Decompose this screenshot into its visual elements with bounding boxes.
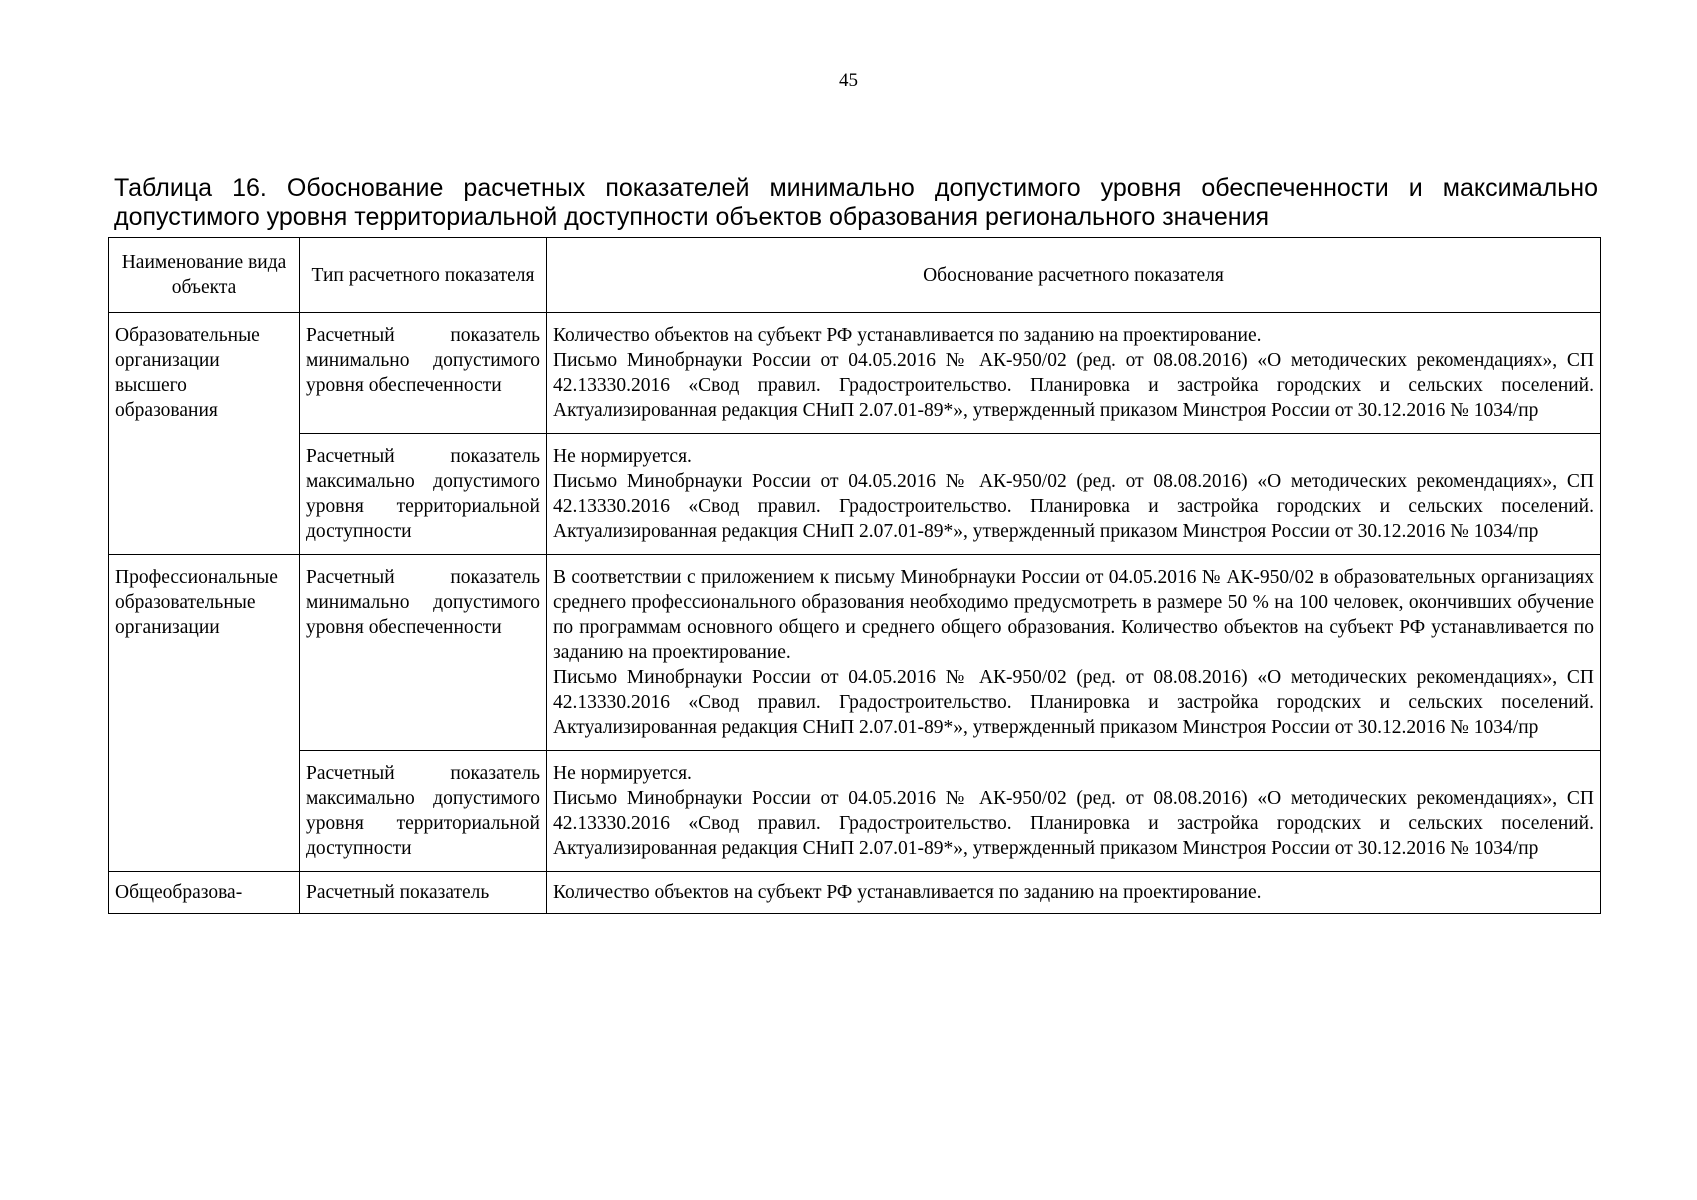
indicator-type-cell: Расчетный показатель минимально допустимого уровня обеспеченности [300,555,547,751]
table-row [109,555,1601,751]
header-basis: Обоснование расчетного показателя [547,238,1601,313]
header-kind: Наименование вида объекта [109,238,300,313]
table-header-row [109,238,1601,313]
table-row [109,434,1601,555]
basis-cell [547,313,1601,434]
basis-line: Письмо Минобрнауки России от 04.05.2016 № АК-950/02 (ред. от 08.08.2016) «О методических рекомендациях», СП 42.13330.2016 «Свод правил. Градостроительство. Планировка и застройка городских и сельских поселений. Актуализированная редакция СНиП 2.07.01-89*», утвержденный приказом Минстроя России от 30.12.2016 № 1034/пр [553,667,1594,738]
basis-cell [547,434,1601,555]
header-type: Тип расчетного показателя [300,238,547,313]
basis-line: Количество объектов на субъект РФ устанавливается по заданию на проектирование. [553,882,1262,903]
table-caption: Таблица 16. Обоснование расчетных показателей минимально допустимого уровня обеспеченности и максимально допустимого уровня территориальной доступности объектов образования регионального значения [114,174,1598,231]
basis-line: Письмо Минобрнауки России от 04.05.2016 № АК-950/02 (ред. от 08.08.2016) «О методических рекомендациях», СП 42.13330.2016 «Свод правил. Градостроительство. Планировка и застройка городских и сельских поселений. Актуализированная редакция СНиП 2.07.01-89*», утвержденный приказом Минстроя России от 30.12.2016 № 1034/пр [553,350,1594,421]
basis-cell [547,751,1601,872]
object-kind-cell: Профессиональные образовательные организации [109,555,300,872]
indicator-type-cell: Расчетный показатель максимально допустимого уровня территориальной доступности [300,434,547,555]
indicator-type-cell: Расчетный показатель максимально допустимого уровня территориальной доступности [300,751,547,872]
justification-table [108,237,1601,914]
indicator-type-cell: Расчетный показатель минимально допустимого уровня обеспеченности [300,313,547,434]
basis-cell [547,872,1601,914]
basis-line: Не нормируется. [553,446,692,467]
basis-line: В соответствии с приложением к письму Минобрнауки России от 04.05.2016 № АК-950/02 в образовательных организациях среднего профессионального образования необходимо предусмотреть в размере 50 % на 100 человек, окончивших обучение по программам основного общего и среднего общего образования. Количество объектов на субъект РФ устанавливается по заданию на проектирование. [553,567,1594,663]
basis-line: Письмо Минобрнауки России от 04.05.2016 № АК-950/02 (ред. от 08.08.2016) «О методических рекомендациях», СП 42.13330.2016 «Свод правил. Градостроительство. Планировка и застройка городских и сельских поселений. Актуализированная редакция СНиП 2.07.01-89*», утвержденный приказом Минстроя России от 30.12.2016 № 1034/пр [553,788,1594,859]
object-kind-cell: Образовательные организации высшего образования [109,313,300,555]
object-kind-cell: Общеобразова- [109,872,300,914]
basis-line: Количество объектов на субъект РФ устанавливается по заданию на проектирование. [553,325,1262,346]
page-number: 45 [839,70,858,91]
table-row [109,872,1601,914]
basis-line: Не нормируется. [553,763,692,784]
basis-cell [547,555,1601,751]
indicator-type-cell: Расчетный показатель [300,872,547,914]
table-row [109,751,1601,872]
basis-line: Письмо Минобрнауки России от 04.05.2016 № АК-950/02 (ред. от 08.08.2016) «О методических рекомендациях», СП 42.13330.2016 «Свод правил. Градостроительство. Планировка и застройка городских и сельских поселений. Актуализированная редакция СНиП 2.07.01-89*», утвержденный приказом Минстроя России от 30.12.2016 № 1034/пр [553,471,1594,542]
table-row [109,313,1601,434]
